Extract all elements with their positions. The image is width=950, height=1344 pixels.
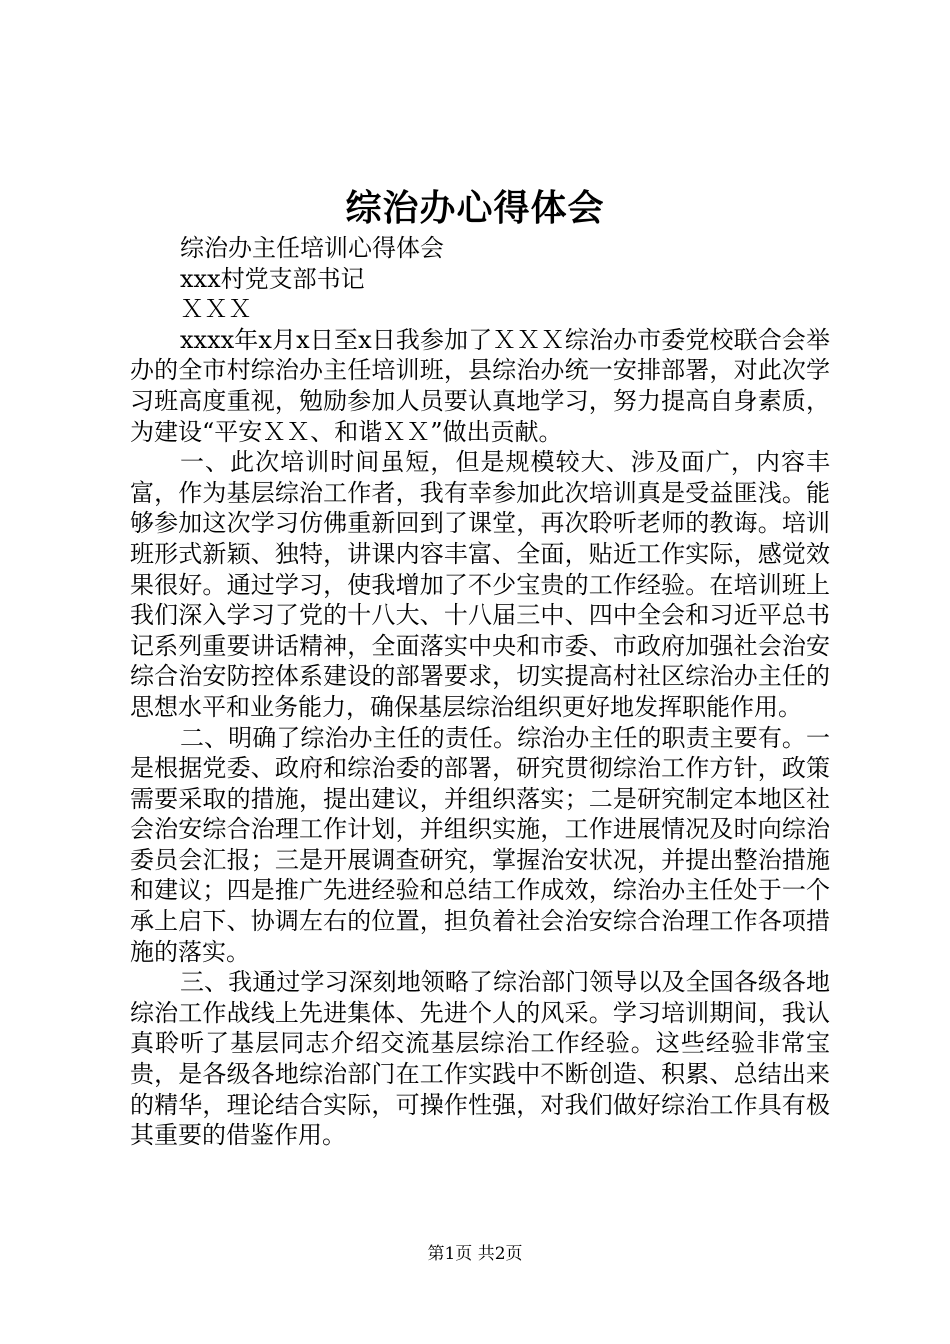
page-number-footer: 第1页 共2页 — [427, 1244, 523, 1264]
author-name: ＸＸＸ — [180, 295, 252, 324]
paragraph-two: 二、明确了综治办主任的责任。综治办主任的职责主要有。一是根据党委、政府和综治委的部署，研究贯彻综治工作方针，政策需要采取的措施，提出建议，并组织落实；二是研究制定本地区社会治安综合治理工作计划，并组织实施，工作进展情况及时向综治委员会汇报；三是开展调查研究，掌握治安状况，并提出整治措施和建议；四是推广先进经验和总结工作成效，综治办主任处于一个承上启下、协调左右的位置，担负着社会治安综合治理工作各项措施的落实。 — [130, 723, 830, 966]
paragraph-list — [130, 325, 830, 1151]
document-body — [130, 233, 830, 1151]
paragraph-one: 一、此次培训时间虽短，但是规模较大、涉及面广，内容丰富，作为基层综治工作者，我有幸参加此次培训真是受益匪浅。能够参加这次学习仿佛重新回到了课堂，再次聆听老师的教诲。培训班形式新颖、独特，讲课内容丰富、全面，贴近工作实际，感觉效果很好。通过学习，使我增加了不少宝贵的工作经验。在培训班上我们深入学习了党的十八大、十八届三中、四中全会和习近平总书记系列重要讲话精神，全面落实中央和市委、市政府加强社会治安综合治安防控体系建设的部署要求，切实提高村社区综治办主任的思想水平和业务能力，确保基层综治组织更好地发挥职能作用。 — [130, 448, 830, 721]
document-title: 综治办心得体会 — [345, 187, 605, 229]
document-subtitle: 综治办主任培训心得体会 — [180, 234, 444, 262]
author-position: xxx村党支部书记 — [180, 264, 365, 293]
paragraph-three: 三、我通过学习深刻地领略了综治部门领导以及全国各级各地综治工作战线上先进集体、先进个人的风采。学习培训期间，我认真聆听了基层同志介绍交流基层综治工作经验。这些经验非常宝贵，是各级各地综治部门在工作实践中不断创造、积累、总结出来的精华，理论结合实际，可操作性强，对我们做好综治工作具有极其重要的借鉴作用。 — [130, 968, 830, 1150]
paragraph-intro: xxxx年x月x日至x日我参加了ＸＸＸ综治办市委党校联合会举办的全市村综治办主任培训班，县综治办统一安排部署，对此次学习班高度重视，勉励参加人员要认真地学习，努力提高自身素质，为建设“平安ＸＸ、和谐ＸＸ”做出贡献。 — [130, 325, 830, 446]
